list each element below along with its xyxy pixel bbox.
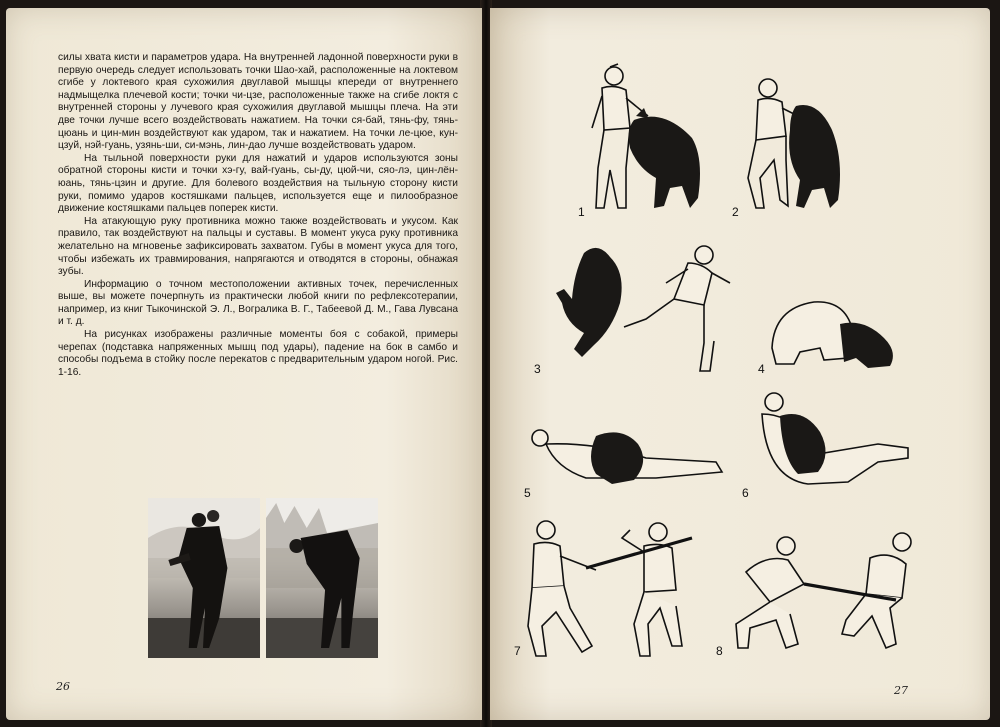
figure-1 bbox=[574, 58, 714, 223]
figure-8-label: 8 bbox=[716, 644, 723, 658]
photo-pair bbox=[148, 498, 378, 658]
figure-3 bbox=[554, 233, 744, 373]
left-page bbox=[6, 8, 482, 720]
figure-6 bbox=[748, 388, 918, 498]
page-number-right: 27 bbox=[894, 684, 908, 697]
figure-6-label: 6 bbox=[742, 486, 749, 500]
photo-bent-fighter bbox=[266, 498, 378, 658]
paragraph: На тыльной поверхности руки для нажатий и ударов используются зоны обратной стороны кисти и точки хэ-гу, вай-гуань, сы-ду, цюй-чи, сяо-лэ, цин-лён-юань, тянь-цзин и другие. Для болевого воздействия на тыльную сторону кисти руки, помимо ударов костяшками пальцев, используется еще и пилообразное движение костяшками пальцев поперек кисти. bbox=[58, 152, 458, 215]
paragraph: силы хвата кисти и параметров удара. На внутренней ладонной поверхности руки в первую очередь следует использовать точки Шао-хай, расположенные на локтевом сгибе у локтевого края сухожилия двуглавой мышцы кпереди от внутреннего надмыщелка плечевой кости; точки чи-цзе, расположенные также на сгибе локтя с внутренней стороны у лучевого края сухожилия двуглавой мышцы плеча. На эти две точки лучше всего воздействовать нажатием. На точки ся-бай, тянь-фу, тянь-цюань и цин-мин воздействуют как ударом, так и нажатием. На точки ле-цюе, кун-цзуй, нэй-гуань, узянь-ши, си-мэнь, лин-дао лучше воздействовать ударом. bbox=[58, 52, 458, 152]
figure-2-label: 2 bbox=[732, 205, 739, 219]
figure-4 bbox=[764, 288, 904, 378]
figure-5-label: 5 bbox=[524, 486, 531, 500]
paragraph: Информацию о точном местоположении активных точек, перечисленных выше, вы можете почерпнуть из практически любой книги по рефлексотерапии, например, из книг Тыкочинской Э. Л., Вогралика В. Г., Табеевой Д. М., Гава Лувсана и т. д. bbox=[58, 278, 458, 328]
figure-3-label: 3 bbox=[534, 362, 541, 376]
paragraph: На рисунках изображены различные моменты боя с собакой, примеры черепах (подставка напряженных мышц под удары), падение на бок в самбо и способы подъема в стойку после перекатов с предварительным ударом ногой. Рис. 1-16. bbox=[58, 329, 458, 378]
paragraph: На атакующую руку противника можно также воздействовать и укусом. Как правило, так воздействуют на пальцы и суставы. В момент укуса руку противника желательно на мгновенье зафиксировать захватом. Губы в момент укуса для того, чтобы избежать их травмирования, напрягаются и отводятся в стороны, обнажая зубы. bbox=[58, 215, 458, 278]
body-text bbox=[58, 52, 458, 379]
photo-two-fighters bbox=[148, 498, 260, 658]
figure-2 bbox=[740, 70, 860, 225]
figure-1-label: 1 bbox=[578, 205, 585, 219]
figure-4-label: 4 bbox=[758, 362, 765, 376]
figure-5 bbox=[526, 418, 736, 498]
figure-7-label: 7 bbox=[514, 644, 521, 658]
right-page bbox=[490, 8, 990, 720]
figure-7 bbox=[526, 516, 706, 661]
page-number-left: 26 bbox=[56, 680, 70, 693]
figure-8 bbox=[726, 524, 926, 659]
